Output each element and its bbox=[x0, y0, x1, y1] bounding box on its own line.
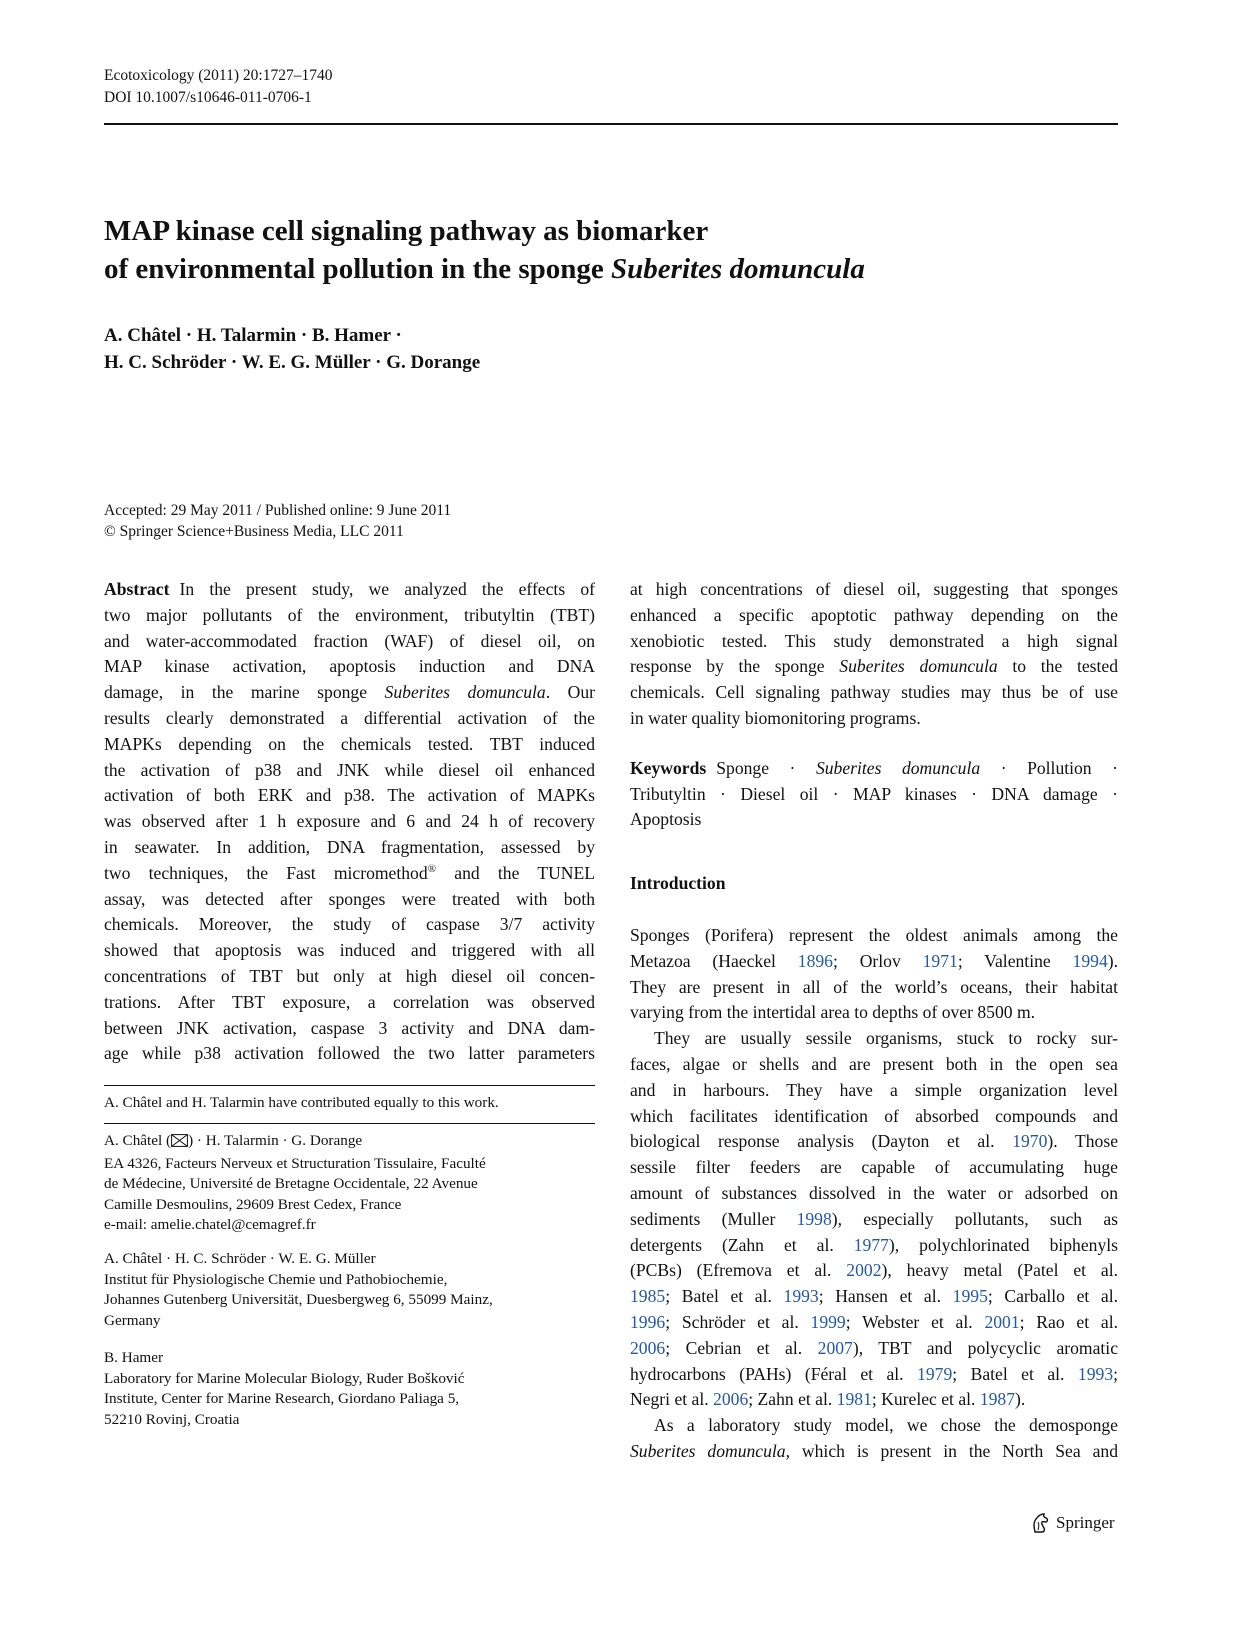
affiliation-1: A. Châtel ( ) · H. Talarmin · G. Dorange EA 4326, Facteurs Nerveux et Structuration Tissulaire, Faculté de Médecine, Université de Bretagne Occidentale, 22 Avenue Camille Desmoulins, 29609 Brest Cedex, France e-mail: amelie.chatel@cemagref.fr bbox=[104, 1131, 595, 1236]
intro-line: They are usually sessile organisms, stuck to rocky sur- bbox=[654, 1028, 1118, 1049]
intro-line: biological response analysis (Dayton et al. 1970). Those bbox=[630, 1131, 1118, 1152]
citation-link[interactable]: 2001 bbox=[984, 1311, 1020, 1332]
intro-line: which facilitates identification of absorbed compounds and bbox=[630, 1105, 1118, 1126]
abstract-line: trations. After TBT exposure, a correlation was observed bbox=[104, 991, 595, 1012]
intro-line: Suberites domuncula, which is present in the North Sea and bbox=[630, 1440, 1118, 1461]
citation-link[interactable]: 1979 bbox=[917, 1363, 953, 1384]
keywords-line: Keywords Sponge · Suberites domuncula · Pollution · bbox=[630, 757, 1119, 778]
abstract-line: activation of both ERK and p38. The activation of MAPKs bbox=[104, 785, 595, 806]
intro-line: and in harbours. They have a simple organization level bbox=[630, 1079, 1118, 1100]
email-link[interactable]: e-mail: amelie.chatel@cemagref.fr bbox=[104, 1216, 316, 1234]
intro-line: 2006; Cebrian et al. 2007), TBT and polycyclic aromatic bbox=[630, 1337, 1119, 1358]
intro-line: As a laboratory study model, we chose the demosponge bbox=[654, 1415, 1118, 1436]
intro-line: varying from the intertidal area to depths of over 8500 m. bbox=[630, 1002, 1036, 1023]
springer-wordmark: Springer bbox=[1056, 1513, 1115, 1532]
citation-link[interactable]: 1896 bbox=[797, 950, 833, 971]
footnote-rule bbox=[104, 1085, 595, 1086]
intro-line: Negri et al. 2006; Zahn et al. 1981; Kurelec et al. 1987). bbox=[630, 1389, 1026, 1410]
abstract-line: chemicals. Moreover, the study of caspase 3/7 activity bbox=[104, 914, 595, 935]
citation-link[interactable]: 1970 bbox=[1012, 1131, 1048, 1152]
affiliation-2: A. Châtel · H. C. Schröder · W. E. G. Müller Institut für Physiologische Chemie und Pathobiochemie, Johannes Gutenberg Universität, Duesbergweg 6, 55099 Mainz, Germany bbox=[104, 1250, 493, 1329]
citation-link[interactable]: 1993 bbox=[783, 1286, 819, 1307]
abstract-line: MAP kinase activation, apoptosis induction and DNA bbox=[104, 656, 595, 677]
citation-link[interactable]: 1999 bbox=[810, 1311, 846, 1332]
abstract-line: in water quality biomonitoring programs. bbox=[630, 707, 921, 728]
abstract-label: Abstract bbox=[104, 579, 170, 599]
abstract-line: was observed after 1 h exposure and 6 and 24 h of recovery bbox=[104, 811, 595, 832]
keywords-line: Tributyltin · Diesel oil · MAP kinases · DNA damage · bbox=[630, 783, 1118, 804]
doi[interactable]: DOI 10.1007/s10646-011-0706-1 bbox=[104, 89, 312, 106]
intro-line: sessile filter feeders are capable of accumulating huge bbox=[630, 1157, 1118, 1178]
keywords-line: Apoptosis bbox=[630, 809, 702, 830]
abstract-line: damage, in the marine sponge Suberites domuncula. Our bbox=[104, 682, 596, 703]
abstract-line: Abstract In the present study, we analyzed the effects of bbox=[104, 579, 595, 599]
abstract-line: results clearly demonstrated a differential activation of the bbox=[104, 707, 595, 728]
abstract-line: at high concentrations of diesel oil, suggesting that sponges bbox=[630, 579, 1118, 599]
intro-line: They are present in all of the world’s oceans, their habitat bbox=[630, 976, 1118, 997]
copyright: © Springer Science+Business Media, LLC 2011 bbox=[104, 523, 404, 540]
keywords-label: Keywords bbox=[630, 757, 707, 778]
citation-link[interactable]: 1981 bbox=[836, 1389, 872, 1410]
citation-link[interactable]: 2006 bbox=[713, 1389, 749, 1410]
abstract-line: age while p38 activation followed the two latter parameters bbox=[104, 1043, 595, 1064]
abstract-line: xenobiotic tested. This study demonstrated a high signal bbox=[630, 630, 1118, 651]
journal-header bbox=[104, 65, 332, 109]
intro-line: Metazoa (Haeckel 1896; Orlov 1971; Valentine 1994). bbox=[630, 950, 1118, 971]
author-line-2: H. C. Schröder · W. E. G. Müller · G. Dorange bbox=[104, 352, 481, 373]
abstract-line: in seawater. In addition, DNA fragmentation, assessed by bbox=[104, 836, 595, 857]
citation-link[interactable]: 2002 bbox=[846, 1260, 882, 1281]
citation-link[interactable]: 1977 bbox=[853, 1234, 889, 1255]
header-rule bbox=[104, 123, 1118, 125]
intro-line: 1985; Batel et al. 1993; Hansen et al. 1995; Carballo et al. bbox=[630, 1286, 1119, 1307]
abstract-line: two major pollutants of the environment, tributyltin (TBT) bbox=[104, 604, 595, 625]
section-heading-introduction: Introduction bbox=[630, 873, 726, 894]
envelope-icon[interactable] bbox=[171, 1133, 188, 1154]
citation-link[interactable]: 1994 bbox=[1072, 950, 1108, 971]
intro-line: hydrocarbons (PAHs) (Féral et al. 1979; Batel et al. 1993; bbox=[630, 1363, 1118, 1384]
citation-link[interactable]: 1985 bbox=[630, 1286, 666, 1307]
springer-horse-icon bbox=[1030, 1512, 1050, 1534]
title-text: of environmental pollution in the sponge bbox=[104, 253, 612, 285]
journal-citation: Ecotoxicology (2011) 20:1727–1740 bbox=[104, 67, 333, 84]
intro-line: 1996; Schröder et al. 1999; Webster et al. 2001; Rao et al. bbox=[630, 1311, 1119, 1332]
intro-line: Sponges (Porifera) represent the oldest animals among the bbox=[630, 924, 1118, 945]
citation-link[interactable]: 2006 bbox=[630, 1337, 666, 1358]
affiliation-3: B. Hamer Laboratory for Marine Molecular Biology, Ruder Bošković Institute, Center for Marine Research, Giordano Paliaga 5, 52210 Rovinj, Croatia bbox=[104, 1349, 465, 1428]
abstract-line: between JNK activation, caspase 3 activity and DNA dam- bbox=[104, 1017, 595, 1038]
footnote-rule bbox=[104, 1123, 595, 1124]
title-species: Suberites domuncula bbox=[611, 253, 865, 285]
abstract-line: and water-accommodated fraction (WAF) of diesel oil, on bbox=[104, 630, 595, 651]
citation-link[interactable]: 1995 bbox=[952, 1286, 988, 1307]
publication-dates bbox=[104, 500, 451, 542]
abstract-line: concentrations of TBT but only at high diesel oil concen- bbox=[104, 965, 595, 986]
abstract-line: showed that apoptosis was induced and triggered with all bbox=[104, 940, 595, 961]
citation-link[interactable]: 1996 bbox=[630, 1311, 666, 1332]
intro-line: amount of substances dissolved in the water or adsorbed on bbox=[630, 1182, 1118, 1203]
abstract-line: two techniques, the Fast micromethod® and the TUNEL bbox=[104, 862, 595, 883]
abstract-line: MAPKs depending on the chemicals tested. TBT induced bbox=[104, 733, 595, 754]
citation-link[interactable]: 2007 bbox=[817, 1337, 853, 1358]
intro-line: faces, algae or shells and are present both in the open sea bbox=[630, 1053, 1118, 1074]
intro-line: detergents (Zahn et al. 1977), polychlorinated biphenyls bbox=[630, 1234, 1118, 1255]
abstract-column bbox=[104, 577, 595, 1067]
accepted-date: Accepted: 29 May 2011 / Published online: 9 June 2011 bbox=[104, 502, 452, 519]
right-column bbox=[630, 577, 1118, 1465]
abstract-line: enhanced a specific apoptotic pathway depending on the bbox=[630, 604, 1118, 625]
author-list bbox=[104, 322, 480, 376]
citation-link[interactable]: 1998 bbox=[796, 1208, 832, 1229]
contribution-note: A. Châtel and H. Talarmin have contributed equally to this work. bbox=[104, 1094, 499, 1111]
citation-link[interactable]: 1971 bbox=[922, 950, 958, 971]
citation-link[interactable]: 1993 bbox=[1077, 1363, 1114, 1384]
author-line-1: A. Châtel · H. Talarmin · B. Hamer · bbox=[104, 325, 402, 346]
article-title bbox=[104, 212, 1104, 288]
citation-link[interactable]: 1987 bbox=[979, 1389, 1015, 1410]
abstract-line: chemicals. Cell signaling pathway studies may thus be of use bbox=[630, 682, 1118, 703]
title-line-1: MAP kinase cell signaling pathway as biomarker bbox=[104, 215, 709, 247]
title-line-2 bbox=[104, 250, 1104, 288]
abstract-line: response by the sponge Suberites domuncula to the tested bbox=[630, 656, 1118, 677]
abstract-line: the activation of p38 and JNK while diesel oil enhanced bbox=[104, 759, 595, 780]
intro-line: sediments (Muller 1998), especially pollutants, such as bbox=[630, 1208, 1118, 1229]
intro-line: (PCBs) (Efremova et al. 2002), heavy metal (Patel et al. bbox=[630, 1260, 1118, 1281]
abstract-line: assay, was detected after sponges were treated with both bbox=[104, 888, 595, 909]
publisher-logo bbox=[1030, 1512, 1115, 1534]
